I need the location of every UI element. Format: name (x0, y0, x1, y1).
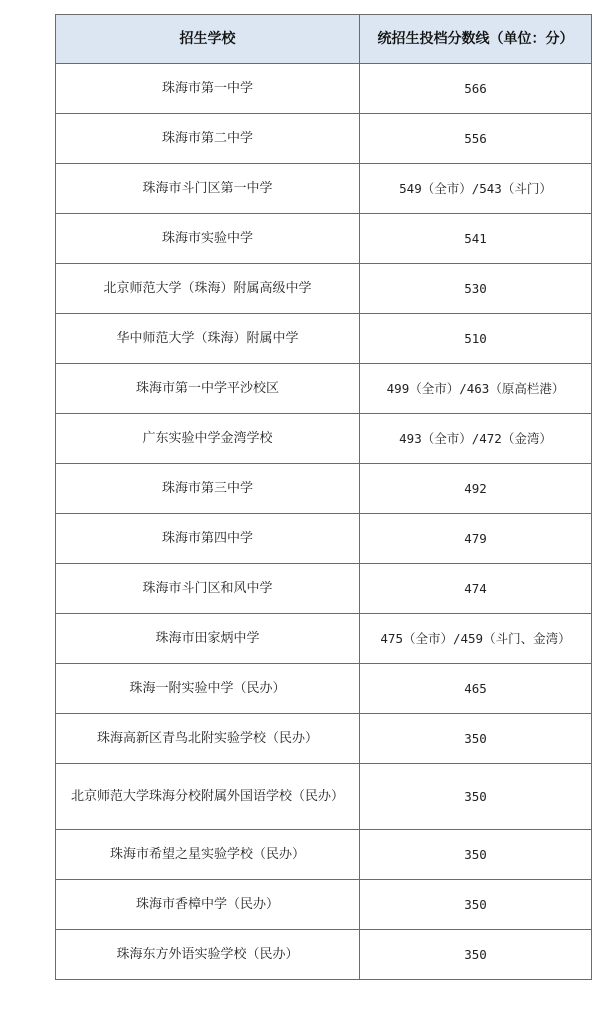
school-cell: 珠海市第一中学 (56, 64, 360, 114)
school-cell: 珠海市斗门区第一中学 (56, 164, 360, 214)
school-cell: 广东实验中学金湾学校 (56, 414, 360, 464)
school-cell: 珠海一附实验中学（民办） (56, 664, 360, 714)
table-row (56, 314, 592, 364)
header-score: 统招生投档分数线（单位：分） (360, 15, 592, 64)
school-cell: 珠海市第四中学 (56, 514, 360, 564)
table-row (56, 264, 592, 314)
table-row (56, 664, 592, 714)
school-cell: 华中师范大学（珠海）附属中学 (56, 314, 360, 364)
school-cell: 珠海市希望之星实验学校（民办） (56, 830, 360, 880)
school-cell: 珠海市斗门区和风中学 (56, 564, 360, 614)
score-cell: 541 (360, 214, 592, 264)
table-row (56, 714, 592, 764)
score-cell: 556 (360, 114, 592, 164)
table-row (56, 830, 592, 880)
table-row (56, 414, 592, 464)
score-cell: 474 (360, 564, 592, 614)
admission-score-table (55, 14, 592, 980)
school-cell: 珠海高新区青鸟北附实验学校（民办） (56, 714, 360, 764)
school-cell: 珠海市香樟中学（民办） (56, 880, 360, 930)
table-row (56, 64, 592, 114)
score-cell: 499（全市）/463（原高栏港） (360, 364, 592, 414)
score-cell: 350 (360, 930, 592, 980)
score-cell: 479 (360, 514, 592, 564)
table-body (56, 64, 592, 980)
table-row (56, 564, 592, 614)
score-cell: 549（全市）/543（斗门） (360, 164, 592, 214)
score-cell: 475（全市）/459（斗门、金湾） (360, 614, 592, 664)
score-cell: 350 (360, 830, 592, 880)
score-cell: 566 (360, 64, 592, 114)
school-cell: 珠海市田家炳中学 (56, 614, 360, 664)
school-cell: 珠海市第一中学平沙校区 (56, 364, 360, 414)
score-cell: 350 (360, 880, 592, 930)
score-cell: 493（全市）/472（金湾） (360, 414, 592, 464)
school-cell: 珠海东方外语实验学校（民办） (56, 930, 360, 980)
score-cell: 465 (360, 664, 592, 714)
school-cell: 珠海市第二中学 (56, 114, 360, 164)
table-row (56, 514, 592, 564)
score-cell: 350 (360, 764, 592, 830)
header-school: 招生学校 (56, 15, 360, 64)
school-cell: 珠海市实验中学 (56, 214, 360, 264)
table-row (56, 214, 592, 264)
school-cell: 珠海市第三中学 (56, 464, 360, 514)
table-row (56, 880, 592, 930)
table-row (56, 764, 592, 830)
header-row (56, 15, 592, 64)
table-row (56, 464, 592, 514)
admission-score-table-container (55, 14, 591, 980)
school-cell: 北京师范大学（珠海）附属高级中学 (56, 264, 360, 314)
score-cell: 350 (360, 714, 592, 764)
table-row (56, 364, 592, 414)
score-cell: 510 (360, 314, 592, 364)
table-row (56, 930, 592, 980)
table-header (56, 15, 592, 64)
table-row (56, 614, 592, 664)
score-cell: 530 (360, 264, 592, 314)
school-cell: 北京师范大学珠海分校附属外国语学校（民办） (56, 764, 360, 830)
score-cell: 492 (360, 464, 592, 514)
table-row (56, 114, 592, 164)
table-row (56, 164, 592, 214)
